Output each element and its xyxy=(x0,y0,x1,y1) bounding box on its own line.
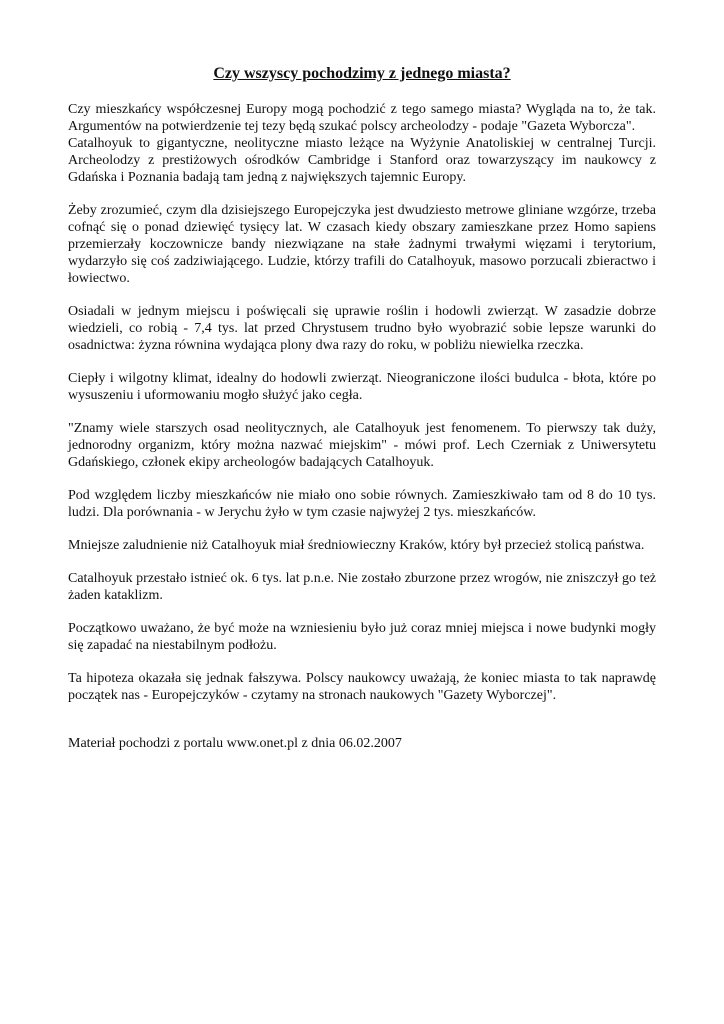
source-note: Materiał pochodzi z portalu www.onet.pl z dnia 06.02.2007 xyxy=(68,736,402,751)
page-title: Czy wszyscy pochodzimy z jednego miasta? xyxy=(213,65,511,82)
document-page xyxy=(68,64,656,752)
paragraph xyxy=(68,620,656,654)
paragraph xyxy=(68,487,656,521)
paragraph-text: Czy mieszkańcy współczesnej Europy mogą pochodzić z tego samego miasta? Wygląda na to, że tak. Argumentów na potwierdzenie tej tezy będą szukać polscy archeolodzy - podaje "Gazeta Wyborcza". xyxy=(68,102,656,134)
paragraph-text: Pod względem liczby mieszkańców nie miało ono sobie równych. Zamieszkiwało tam od 8 do 10 tys. ludzi. Dla porównania - w Jerychu żyło w tym czasie najwyżej 2 tys. mieszkańców. xyxy=(68,488,656,520)
paragraph-text: "Znamy wiele starszych osad neolitycznych, ale Catalhoyuk jest fenomenem. To pierwszy tak duży, jednorodny organizm, który można nazwać miejskim" - mówi prof. Lech Czerniak z Uniwersytetu Gdańskiego, członek ekipy archeologów badających Catalhoyuk. xyxy=(68,421,656,470)
paragraph-text: Osiadali w jednym miejscu i poświęcali się uprawie roślin i hodowli zwierząt. W zasadzie dobrze wiedzieli, co robią - 7,4 tys. lat przed Chrystusem trudno było wyobrazić sobie lepsze warunki do osadnictwa: żyzna równina wydająca plony dwa razy do roku, w pobliżu niewielka rzeczka. xyxy=(68,304,656,353)
paragraph-conclusion xyxy=(68,670,656,704)
paragraph-text: Catalhoyuk przestało istnieć ok. 6 tys. lat p.n.e. Nie zostało zburzone przez wrogów, nie zniszczył go też żaden kataklizm. xyxy=(68,571,656,603)
paragraph-text: Żeby zrozumieć, czym dla dzisiejszego Europejczyka jest dwudziesto metrowe gliniane wzgórze, trzeba cofnąć się o ponad dziewięć tysięcy lat. W czasach kiedy obszary zamieszkane przez Homo sapiens przemierzały koczownicze bandy niezwiązane na stałe żadnymi trwałymi więzami i terytorium, wydarzyło się coś zadziwiającego. Ludzie, którzy trafili do Catalhoyuk, masowo porzucali zbieractwo i łowiectwo. xyxy=(68,203,656,286)
paragraph xyxy=(68,570,656,604)
paragraph-text: Mniejsze zaludnienie niż Catalhoyuk miał średniowieczny Kraków, który był przecież stolicą państwa. xyxy=(68,538,645,553)
paragraph-text: Ta hipoteza okazała się jednak fałszywa. Polscy naukowcy uważają, że koniec miasta to tak naprawdę początek nas - Europejczyków - czytamy na stronach naukowych "Gazety Wyborczej". xyxy=(68,671,656,703)
paragraph xyxy=(68,303,656,354)
paragraph-text: Ciepły i wilgotny klimat, idealny do hodowli zwierząt. Nieograniczone ilości budulca - błota, które po wysuszeniu i uformowaniu mogło służyć jako cegła. xyxy=(68,371,656,403)
paragraph xyxy=(68,537,656,554)
paragraph xyxy=(68,370,656,404)
paragraph-quote xyxy=(68,420,656,471)
paragraph-text: Catalhoyuk to gigantyczne, neolityczne miasto leżące na Wyżynie Anatoliskiej w centralnej Turcji. Archeolodzy z prestiżowych ośrodków Cambridge i Stanford oraz towarzyszący im naukowcy z Gdańska i Poznania badają tam jedną z największych tajemnic Europy. xyxy=(68,136,656,185)
paragraph-intro xyxy=(68,101,656,186)
paragraph xyxy=(68,202,656,287)
paragraph-text: Początkowo uważano, że być może na wzniesieniu było już coraz mniej miejsca i nowe budynki mogły się zapadać na niestabilnym podłożu. xyxy=(68,621,656,653)
